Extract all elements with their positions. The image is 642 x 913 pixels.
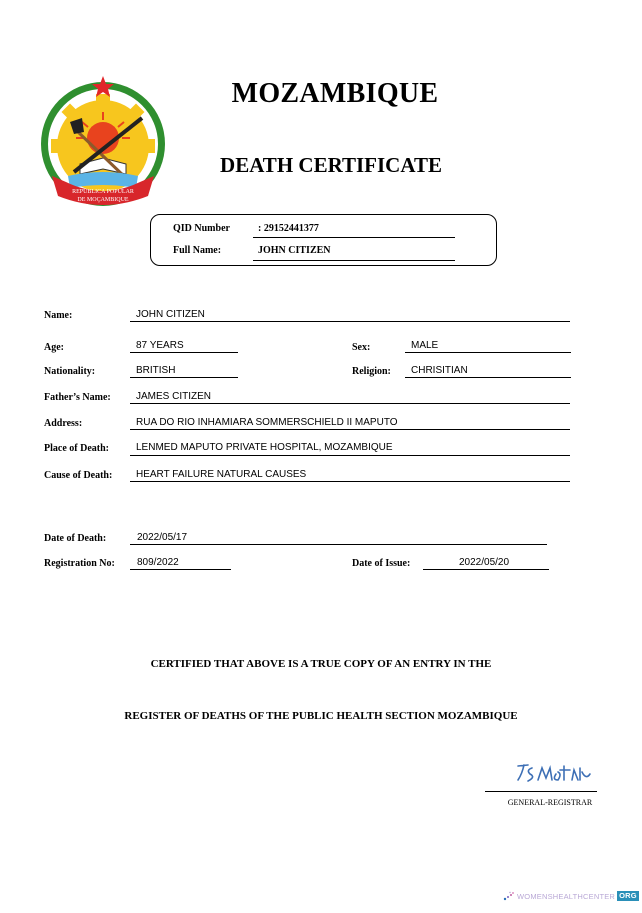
place-of-death-underline bbox=[130, 455, 570, 456]
country-title: MOZAMBIQUE bbox=[231, 78, 439, 109]
national-emblem-icon bbox=[36, 72, 170, 212]
date-of-issue-value: 2022/05/20 bbox=[459, 557, 510, 568]
registrar-signature bbox=[512, 760, 592, 786]
name-underline bbox=[130, 321, 570, 322]
name-value: JOHN CITIZEN bbox=[136, 309, 205, 320]
religion-label: Religion: bbox=[352, 366, 391, 377]
date-of-death-underline bbox=[130, 544, 547, 545]
date-of-death-label: Date of Death: bbox=[44, 533, 107, 544]
cause-of-death-label: Cause of Death: bbox=[44, 470, 113, 481]
cause-of-death-value: HEART FAILURE NATURAL CAUSES bbox=[136, 469, 307, 480]
nationality-underline bbox=[130, 377, 238, 378]
place-of-death-label: Place of Death: bbox=[44, 443, 109, 454]
full-name-underline bbox=[253, 260, 455, 261]
signature-line bbox=[485, 791, 597, 792]
certification-line-1: CERTIFIED THAT ABOVE IS A TRUE COPY OF AN ENTRY IN THE bbox=[150, 658, 492, 670]
date-of-issue-underline bbox=[423, 569, 549, 570]
date-of-death-value: 2022/05/17 bbox=[137, 532, 188, 543]
full-name-value: JOHN CITIZEN bbox=[258, 245, 331, 256]
id-summary-box bbox=[150, 214, 497, 266]
sex-label: Sex: bbox=[352, 342, 371, 353]
sex-underline bbox=[405, 352, 571, 353]
qid-number-label: QID Number bbox=[173, 223, 230, 234]
registration-no-value: 809/2022 bbox=[137, 557, 179, 568]
svg-text:DE MOÇAMBIQUE: DE MOÇAMBIQUE bbox=[77, 197, 129, 203]
full-name-label: Full Name: bbox=[173, 245, 222, 256]
cause-of-death-underline bbox=[130, 481, 570, 482]
watermark bbox=[503, 889, 639, 903]
nationality-label: Nationality: bbox=[44, 366, 96, 377]
certification-line-2: REGISTER OF DEATHS OF THE PUBLIC HEALTH SECTION MOZAMBIQUE bbox=[124, 710, 518, 722]
nationality-value: BRITISH bbox=[136, 365, 176, 376]
watermark-text: WOMENSHEALTHCENTER bbox=[517, 891, 616, 901]
age-underline bbox=[130, 352, 238, 353]
address-value: RUA DO RIO INHAMIARA SOMMERSCHIELD II MAPUTO bbox=[136, 417, 398, 428]
place-of-death-value: LENMED MAPUTO PRIVATE HOSPITAL, MOZAMBIQUE bbox=[136, 442, 393, 453]
registration-no-underline bbox=[130, 569, 231, 570]
religion-value: CHRISITIAN bbox=[411, 365, 468, 376]
qid-number-value: : 29152441377 bbox=[258, 223, 319, 234]
name-label: Name: bbox=[44, 310, 73, 321]
qid-underline bbox=[253, 237, 455, 238]
registrar-title: GENERAL-REGISTRAR bbox=[507, 798, 593, 807]
father-name-underline bbox=[130, 403, 570, 404]
address-underline bbox=[130, 429, 570, 430]
emblem-ribbon-text: REPUBLICA POPULAR bbox=[72, 189, 134, 195]
address-label: Address: bbox=[44, 418, 83, 429]
watermark-dots-icon bbox=[503, 891, 515, 901]
document-title: DEATH CERTIFICATE bbox=[220, 153, 442, 177]
age-value: 87 YEARS bbox=[136, 340, 184, 351]
father-name-label: Father’s Name: bbox=[44, 392, 111, 403]
watermark-tld: ORG bbox=[619, 891, 637, 900]
registration-no-label: Registration No: bbox=[44, 558, 115, 569]
sex-value: MALE bbox=[411, 340, 439, 351]
date-of-issue-label: Date of Issue: bbox=[352, 558, 411, 569]
religion-underline bbox=[405, 377, 571, 378]
age-label: Age: bbox=[44, 342, 64, 353]
father-name-value: JAMES CITIZEN bbox=[136, 391, 212, 402]
